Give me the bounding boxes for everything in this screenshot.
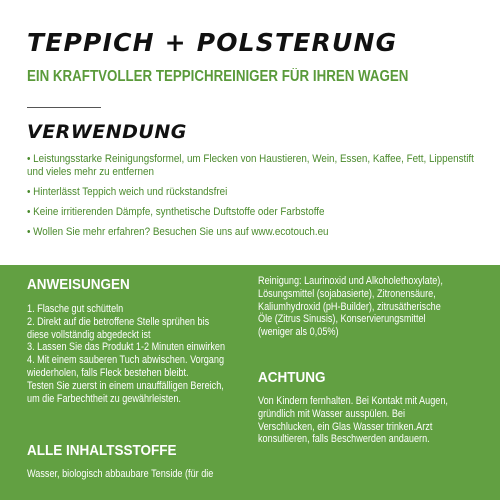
ingredients-text-right — [258, 275, 443, 339]
divider-line — [27, 107, 101, 108]
usage-heading: VERWENDUNG — [27, 121, 187, 143]
ingredients-text-left — [27, 468, 213, 481]
warning-text — [258, 395, 448, 446]
ingredient-line: Kaliumhydroxid (pH-Builder), zitrusätherische — [258, 300, 441, 313]
instruction-line: um die Farbechtheit zu gewährleisten. — [27, 392, 181, 405]
ingredients-heading: ALLE INHALTSSTOFFE — [27, 442, 177, 459]
instruction-line: 4. Mit einem sauberen Tuch abwischen. Vorgang — [27, 354, 225, 367]
ingredient-line: Lösungsmittel (sojabasierte), Zitronensäure, — [258, 287, 436, 300]
warning-line: gründlich mit Wasser ausspülen. Bei — [258, 407, 406, 420]
ingredient-line: (weniger als 0,05%) — [258, 326, 339, 339]
info-panel — [0, 265, 500, 500]
usage-bullet: • Keine irritierenden Dämpfe, synthetische Duftstoffe oder Farbstoffe — [27, 206, 325, 218]
instructions-heading: ANWEISUNGEN — [27, 276, 130, 293]
instruction-line: 2. Direkt auf die betroffene Stelle sprühen bis — [27, 315, 210, 328]
warning-heading: ACHTUNG — [258, 369, 326, 386]
instruction-line: Testen Sie zuerst in einem unauffälligen Bereich, — [27, 379, 224, 392]
usage-bullet: • Leistungsstarke Reinigungsformel, um Flecken von Haustieren, Wein, Essen, Kaffee, Fett, Lippenstift und vieles mehr zu entfernen — [27, 153, 474, 178]
warning-line: Verschlucken, ein Glas Wasser trinken.Arzt — [258, 420, 433, 433]
usage-bullet: • Wollen Sie mehr erfahren? Besuchen Sie uns auf www.ecotouch.eu — [27, 226, 329, 238]
ingredient-line: Öle (Zitrus Sinusis), Konservierungsmittel — [258, 313, 426, 326]
usage-bullet-list — [27, 153, 497, 246]
ingredient-line: Reinigung: Laurinoxid und Alkoholethoxylate), — [258, 275, 443, 287]
warning-line: konsultieren, falls Beschwerden andauern. — [258, 433, 430, 446]
instruction-line: diese vollständig abgedeckt ist — [27, 328, 151, 341]
instruction-line: wiederholen, falls Fleck bestehen bleibt. — [27, 366, 189, 379]
ingredient-line: Wasser, biologisch abbaubare Tenside (für die — [27, 468, 214, 480]
product-subtitle: EIN KRAFTVOLLER TEPPICHREINIGER FÜR IHREN WAGEN — [27, 68, 409, 85]
warning-line: Von Kindern fernhalten. Bei Kontakt mit Augen, — [258, 395, 448, 407]
product-title: TEPPICH + POLSTERUNG — [27, 28, 398, 57]
instructions-text — [27, 303, 225, 405]
instruction-line: 3. Lassen Sie das Produkt 1-2 Minuten einwirken — [27, 341, 226, 354]
instruction-line: 1. Flasche gut schütteln — [27, 303, 124, 315]
usage-bullet: • Hinterlässt Teppich weich und rückstandsfrei — [27, 186, 228, 198]
